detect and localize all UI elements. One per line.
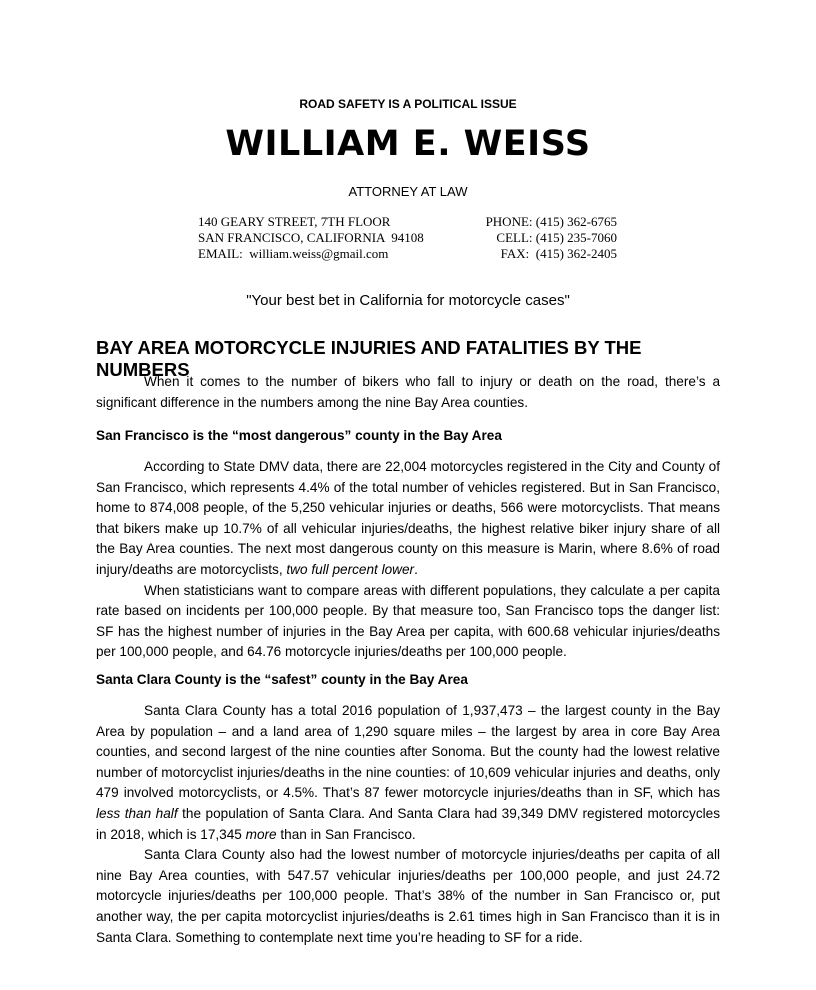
intro-paragraph [96, 372, 720, 413]
paragraph [96, 701, 720, 845]
address-block [198, 214, 424, 262]
email-line: EMAIL: william.weiss@gmail.com [198, 246, 389, 261]
address-line: SAN FRANCISCO, CALIFORNIA 94108 [198, 230, 424, 245]
text-run: According to State DMV data, there are 22,004 motorcycles registered in the City and County of San Francisco, which represents 4.4% of the total number of vehicles registered. But in San Francisco, home to 874,008 people, of the 5,250 vehicular injuries or deaths, 566 were motorcyclists. That means that bikers make up 10.7% of all vehicular injuries/deaths, the highest relative biker injury share of all the Bay Area counties. The next most dangerous county on this measure is Marin, where 8.6% of road injury/deaths are motorcyclists, [96, 459, 720, 577]
text-run: than in San Francisco. [276, 826, 416, 842]
attorney-name: WILLIAM E. WEISS [225, 124, 591, 164]
fax-line: FAX: (415) 362-2405 [500, 246, 617, 261]
section-heading-santa-clara: Santa Clara County is the “safest” county in the Bay Area [96, 672, 468, 687]
slogan-quote: "Your best bet in California for motorcycle cases" [246, 292, 570, 309]
contact-block [486, 214, 617, 262]
address-line: 140 GEARY STREET, 7TH FLOOR [198, 214, 391, 229]
intro-text: When it comes to the number of bikers who fall to injury or death on the road, there’s a significant difference in the numbers among the nine Bay Area counties. [96, 374, 720, 410]
paragraph: When statisticians want to compare areas with different populations, they calculate a per capita rate based on incidents per 100,000 people. By that measure too, San Francisco tops the danger list: SF has the highest number of injuries in the Bay Area per capita, with 600.68 vehicular injuries/deaths per 100,000 people, and 64.76 motorcycle injuries/deaths per 100,000 people. [96, 582, 720, 660]
santa-clara-section [96, 701, 720, 948]
section-heading-san-francisco: San Francisco is the “most dangerous” county in the Bay Area [96, 428, 502, 443]
text-run: Santa Clara County has a total 2016 population of 1,937,473 – the largest county in the Bay Area by population – and a land area of 1,290 square miles – the largest by area in core Bay Area counties, and second largest of the nine counties after Sonoma. But the county had the lowest relative number of motorcyclist injuries/deaths in the nine counties: of 10,609 vehicular injuries and deaths, only 479 involved motorcyclists, or 4.5%. That’s 87 fewer motorcycle injuries/deaths than in SF, which has [96, 703, 720, 801]
text-run: the population of Santa Clara. And Santa Clara had 39,349 DMV registered motorcycles in 2018, which is 17,345 [96, 805, 720, 842]
emphasis-text: more [245, 826, 277, 842]
cell-line: CELL: (415) 235-7060 [496, 230, 617, 245]
paragraph [96, 457, 720, 581]
letterhead-tagline: ROAD SAFETY IS A POLITICAL ISSUE [299, 97, 517, 111]
text-run: . [414, 561, 418, 577]
paragraph: Santa Clara County also had the lowest number of motorcycle injuries/deaths per capita of all nine Bay Area counties, with 547.57 vehicular injuries/deaths per 100,000 people, and just 24.72 motorcycle injuries/deaths per 100,000 people. That’s 38% of the number in San Francisco or, put another way, the per capita motorcyclist injuries/deaths is 2.61 times high in San Francisco than it is in Santa Clara. Something to contemplate next time you’re heading to SF for a ride. [96, 847, 720, 945]
emphasis-text: two full percent lower [286, 561, 415, 577]
emphasis-text: less than half [96, 805, 178, 821]
attorney-title: ATTORNEY AT LAW [348, 184, 468, 199]
article-heading: BAY AREA MOTORCYCLE INJURIES AND FATALITIES BY THE NUMBERS [96, 337, 642, 380]
phone-line: PHONE: (415) 362-6765 [485, 214, 617, 229]
san-francisco-section [96, 457, 720, 663]
